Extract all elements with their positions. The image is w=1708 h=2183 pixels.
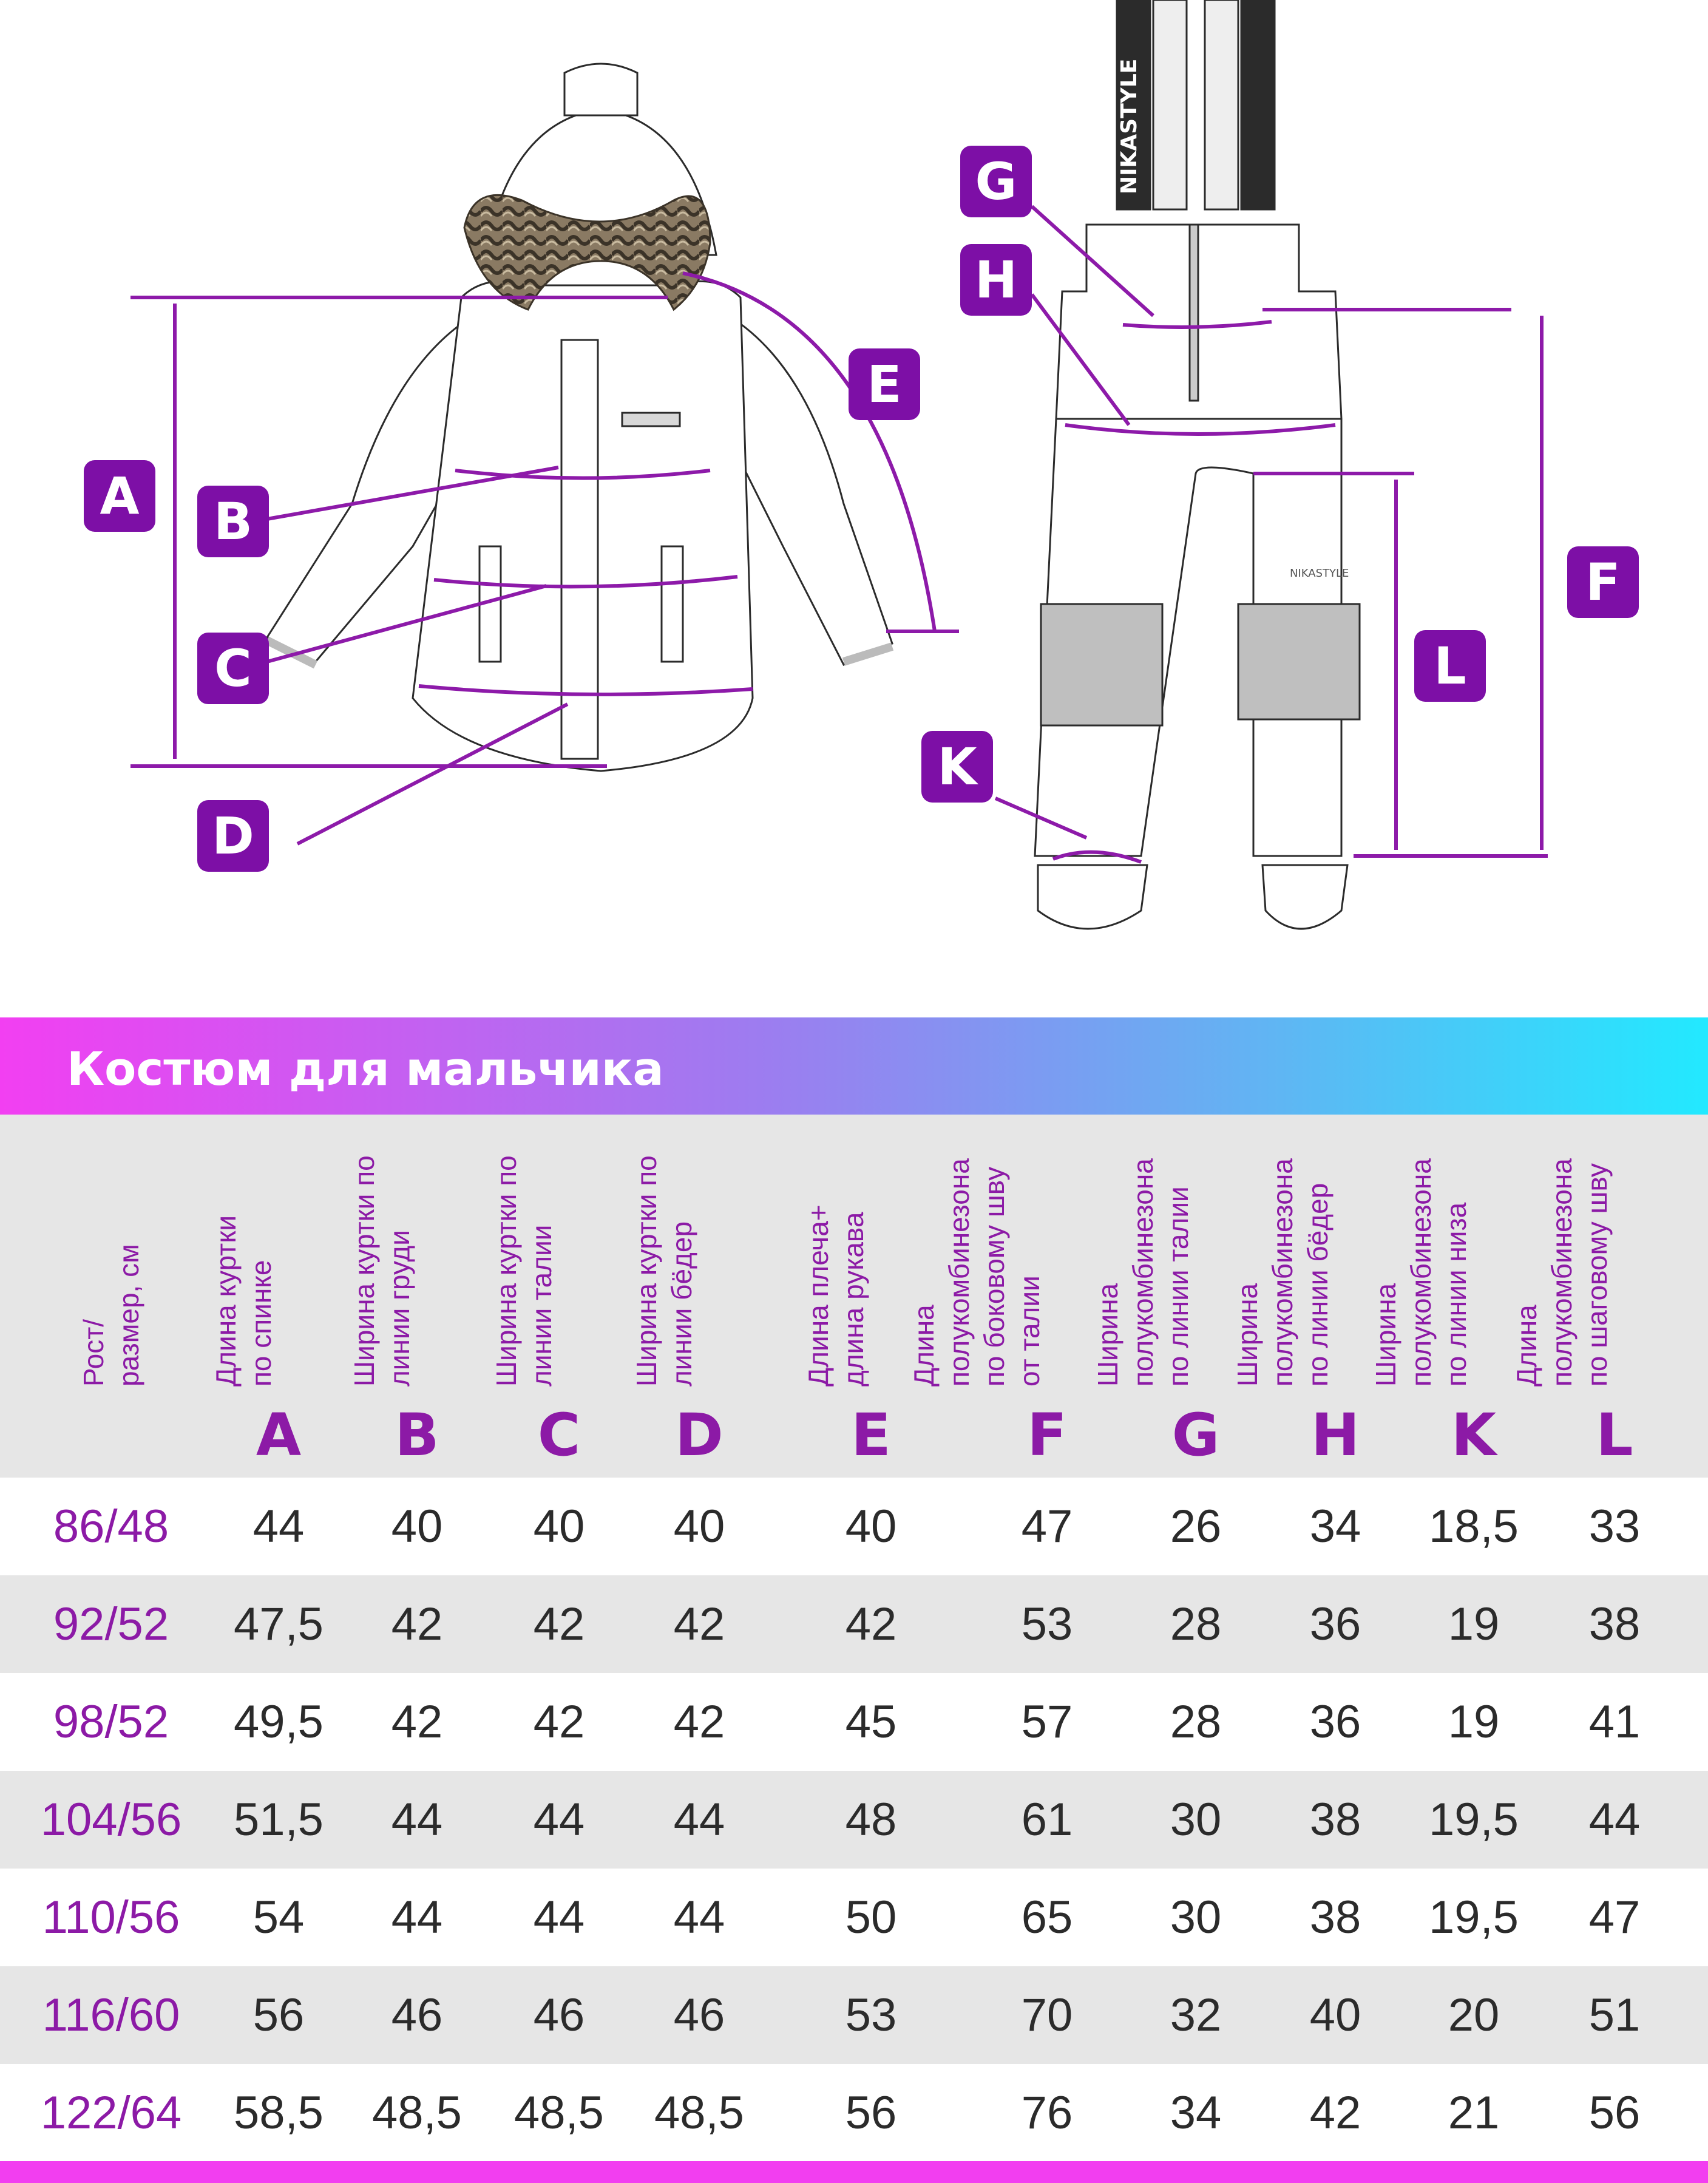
value-cell-d: 42	[673, 1598, 725, 1650]
value-cell-e: 42	[845, 1598, 897, 1650]
value-cell-k: 19	[1448, 1598, 1500, 1650]
value-cell-l: 56	[1588, 2087, 1641, 2139]
column-description: Длина куртки по спинке	[210, 1215, 277, 1387]
table-row	[0, 2064, 1708, 2162]
column-letter: L	[1596, 1401, 1633, 1469]
value-cell-k: 19,5	[1429, 1794, 1519, 1845]
value-cell-g: 34	[1170, 2087, 1222, 2139]
column-letter: G	[1171, 1401, 1220, 1469]
column-header-a	[212, 1115, 345, 1478]
strap-brand-text: NIKASTYLE	[1117, 58, 1142, 194]
value-cell-d: 40	[673, 1501, 725, 1552]
garment-diagram	[0, 0, 1708, 996]
value-cell-a: 47,5	[234, 1598, 324, 1650]
value-cell-l: 41	[1588, 1696, 1641, 1748]
value-cell-f: 70	[1021, 1989, 1073, 2041]
title-banner	[0, 1017, 1708, 1115]
value-cell-e: 53	[845, 1989, 897, 2041]
value-cell-g: 28	[1170, 1696, 1222, 1748]
column-letter: E	[851, 1401, 891, 1469]
column-description: Ширина полукомбинезона по линии талии	[1092, 1158, 1194, 1387]
value-cell-a: 49,5	[234, 1696, 324, 1748]
column-header-b	[350, 1115, 484, 1478]
value-cell-e: 40	[845, 1501, 897, 1552]
value-cell-c: 42	[533, 1696, 585, 1748]
label-g-badge: G	[960, 146, 1032, 217]
label-h-badge: H	[960, 244, 1032, 316]
column-letter: K	[1451, 1401, 1497, 1469]
value-cell-c: 46	[533, 1989, 585, 2041]
page-title: Костюм для мальчика	[67, 1042, 664, 1096]
size-header-text: Рост/ размер, см	[78, 1244, 144, 1387]
table-row	[0, 1575, 1708, 1673]
size-cell: 110/56	[42, 1892, 180, 1943]
value-cell-h: 40	[1309, 1989, 1361, 2041]
column-letter: H	[1310, 1401, 1360, 1469]
leg-brand-text: NIKASTYLE	[1290, 567, 1349, 580]
column-letter: A	[256, 1401, 302, 1469]
value-cell-a: 44	[252, 1501, 305, 1552]
value-cell-d: 44	[673, 1892, 725, 1943]
value-cell-f: 76	[1021, 2087, 1073, 2139]
value-cell-l: 47	[1588, 1892, 1641, 1943]
table-row	[0, 1869, 1708, 1966]
size-cell: 122/64	[40, 2087, 182, 2139]
jacket-drawing	[267, 64, 892, 771]
value-cell-b: 48,5	[372, 2087, 462, 2139]
value-cell-d: 44	[673, 1794, 725, 1845]
label-d-badge: D	[197, 800, 269, 872]
label-f-badge: F	[1567, 546, 1639, 618]
column-header-d	[632, 1115, 766, 1478]
value-cell-h: 36	[1309, 1598, 1361, 1650]
size-cell: 98/52	[53, 1696, 169, 1748]
size-column-header	[44, 1115, 178, 1478]
column-letter: D	[675, 1401, 724, 1469]
value-cell-h: 38	[1309, 1794, 1361, 1845]
value-cell-l: 33	[1588, 1501, 1641, 1552]
column-letter: F	[1027, 1401, 1067, 1469]
size-cell: 86/48	[53, 1501, 169, 1552]
value-cell-g: 30	[1170, 1892, 1222, 1943]
label-k-badge: K	[921, 731, 993, 803]
value-cell-f: 65	[1021, 1892, 1073, 1943]
column-description: Длина плеча+ длина рукава	[802, 1204, 869, 1387]
strap-brand-text-right: NIKASTYLE	[1272, 58, 1297, 194]
column-description: Ширина куртки по линии груди	[348, 1155, 415, 1387]
size-cell: 116/60	[42, 1989, 180, 2041]
value-cell-e: 56	[845, 2087, 897, 2139]
value-cell-l: 44	[1588, 1794, 1641, 1845]
column-header-c	[492, 1115, 626, 1478]
column-description: Ширина куртки по линии талии	[490, 1155, 557, 1387]
value-cell-k: 19	[1448, 1696, 1500, 1748]
value-cell-f: 47	[1021, 1501, 1073, 1552]
size-table-header	[0, 1115, 1708, 1478]
table-row	[0, 1478, 1708, 1575]
value-cell-k: 18,5	[1429, 1501, 1519, 1552]
value-cell-g: 26	[1170, 1501, 1222, 1552]
value-cell-a: 56	[252, 1989, 305, 2041]
value-cell-a: 58,5	[234, 2087, 324, 2139]
value-cell-l: 51	[1588, 1989, 1641, 2041]
value-cell-f: 53	[1021, 1598, 1073, 1650]
value-cell-h: 38	[1309, 1892, 1361, 1943]
column-description: Длина полукомбинезона по шаговому шву	[1511, 1158, 1613, 1387]
value-cell-e: 48	[845, 1794, 897, 1845]
value-cell-c: 44	[533, 1892, 585, 1943]
value-cell-c: 42	[533, 1598, 585, 1650]
value-cell-f: 61	[1021, 1794, 1073, 1845]
value-cell-h: 34	[1309, 1501, 1361, 1552]
value-cell-b: 46	[391, 1989, 443, 2041]
value-cell-h: 42	[1309, 2087, 1361, 2139]
value-cell-b: 44	[391, 1892, 443, 1943]
bottom-bar	[0, 2161, 1708, 2183]
value-cell-b: 44	[391, 1794, 443, 1845]
column-letter: C	[537, 1401, 581, 1469]
label-l-badge: L	[1414, 630, 1486, 702]
value-cell-c: 44	[533, 1794, 585, 1845]
value-cell-b: 42	[391, 1598, 443, 1650]
label-a-badge: A	[84, 460, 155, 532]
value-cell-f: 57	[1021, 1696, 1073, 1748]
value-cell-d: 46	[673, 1989, 725, 2041]
column-description: Ширина полукомбинезона по линии бёдер	[1232, 1158, 1334, 1387]
value-cell-g: 28	[1170, 1598, 1222, 1650]
label-e-badge: E	[849, 348, 920, 420]
size-cell: 92/52	[53, 1598, 169, 1650]
label-b-badge: B	[197, 486, 269, 557]
value-cell-e: 50	[845, 1892, 897, 1943]
value-cell-b: 42	[391, 1696, 443, 1748]
column-description: Длина полукомбинезона по боковому шву от талии	[908, 1158, 1045, 1387]
column-description: Ширина полукомбинезона по линии низа	[1370, 1158, 1472, 1387]
value-cell-a: 51,5	[234, 1794, 324, 1845]
value-cell-g: 32	[1170, 1989, 1222, 2041]
label-c-badge: C	[197, 633, 269, 704]
value-cell-d: 48,5	[654, 2087, 744, 2139]
value-cell-e: 45	[845, 1696, 897, 1748]
column-letter: B	[395, 1401, 439, 1469]
value-cell-h: 36	[1309, 1696, 1361, 1748]
size-cell: 104/56	[40, 1794, 182, 1845]
value-cell-c: 40	[533, 1501, 585, 1552]
value-cell-g: 30	[1170, 1794, 1222, 1845]
table-row	[0, 1771, 1708, 1869]
column-description: Ширина куртки по линии бёдер	[631, 1155, 697, 1387]
value-cell-a: 54	[252, 1892, 305, 1943]
value-cell-d: 42	[673, 1696, 725, 1748]
value-cell-l: 38	[1588, 1598, 1641, 1650]
value-cell-c: 48,5	[514, 2087, 604, 2139]
overalls-drawing	[1035, 0, 1360, 929]
value-cell-k: 21	[1448, 2087, 1500, 2139]
column-header-l	[1511, 1115, 1681, 1478]
table-row	[0, 1673, 1708, 1771]
table-row	[0, 1966, 1708, 2064]
value-cell-b: 40	[391, 1501, 443, 1552]
value-cell-k: 20	[1448, 1989, 1500, 2041]
value-cell-k: 19,5	[1429, 1892, 1519, 1943]
